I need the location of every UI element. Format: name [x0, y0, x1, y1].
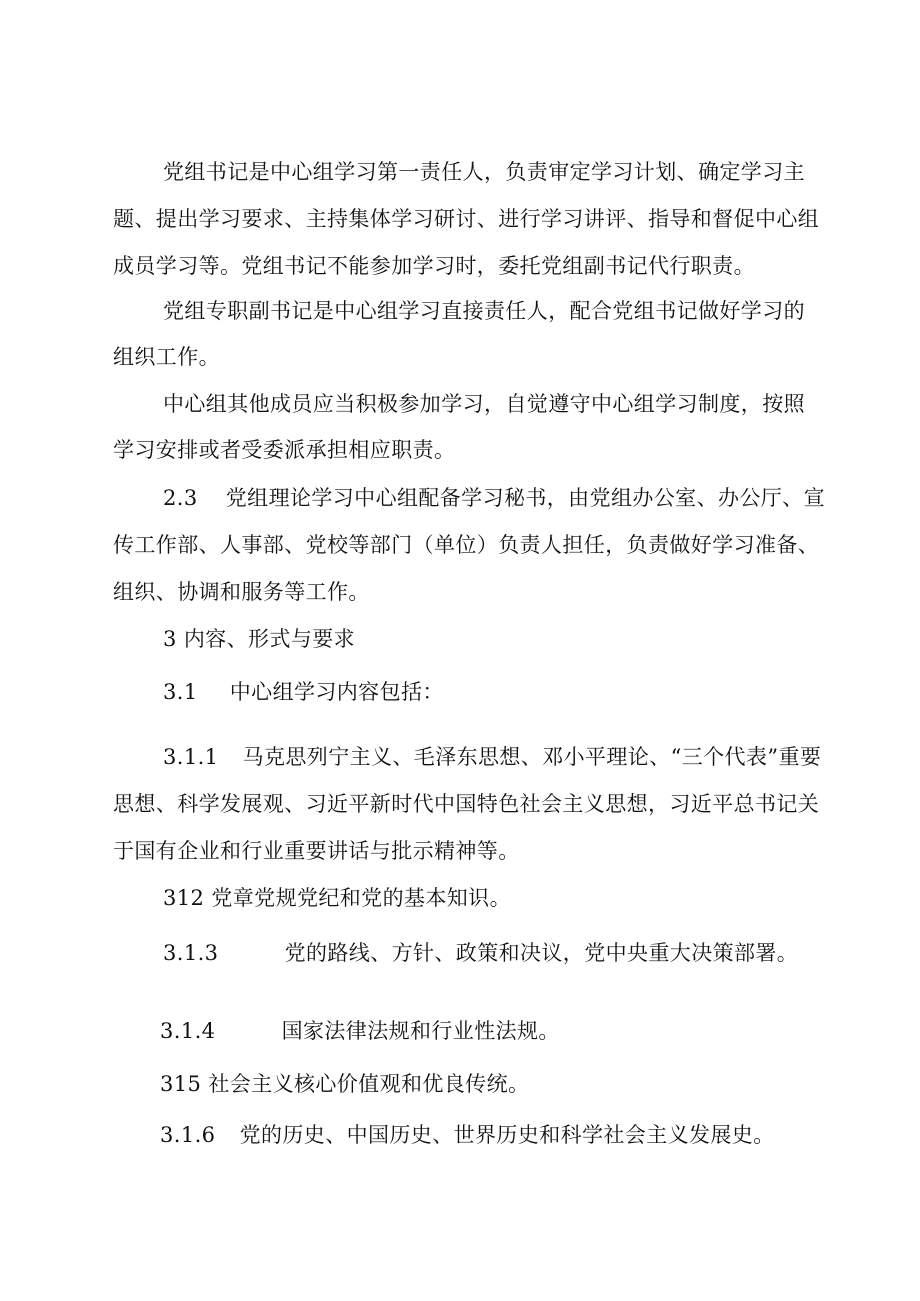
paragraph-1-line-3: 成员学习等。党组书记不能参加学习时，委托党组副书记代行职责。: [113, 254, 755, 278]
paragraph-3-line-2: 学习安排或者受委派承担相应职责。: [113, 438, 456, 462]
heading-3-1: [163, 677, 444, 707]
item-text: 党的历史、中国历史、世界历史和科学社会主义发展史。: [239, 1123, 775, 1147]
item-number: 3.1.1: [163, 745, 219, 769]
item-3-1-1-line-2: 思想、科学发展观、习近平新时代中国特色社会主义思想，习近平总书记关: [113, 792, 820, 816]
paragraph-1-line-1: 党组书记是中心组学习第一责任人，负责审定学习计划、确定学习主: [163, 160, 805, 184]
paragraph-2-line-1: 党组专职副书记是中心组学习直接责任人，配合党组书记做好学习的: [163, 299, 805, 323]
item-3-1-1-line-3: 于国有企业和行业重要讲话与批示精神等。: [113, 839, 520, 863]
section-2-3-line-3: 组织、协调和服务等工作。: [113, 580, 370, 604]
item-text: 社会主义核心价值观和优良传统。: [208, 1072, 530, 1096]
item-3-1-4: [160, 1016, 560, 1046]
item-number: 315: [160, 1072, 202, 1096]
item-number: 312: [163, 886, 205, 910]
paragraph-1-line-2: 题、提出学习要求、主持集体学习研讨、进行学习讲评、指导和督促中心组: [113, 207, 820, 231]
heading-number: 3: [163, 627, 177, 651]
heading-text: 中心组学习内容包括：: [229, 680, 444, 704]
heading-text: 内容、形式与要求: [183, 627, 356, 651]
item-number: 3.1.4: [160, 1019, 216, 1043]
item-3-1-3: [163, 938, 798, 968]
section-2-3-line-2: 传工作部、人事部、党校等部门（单位）负责人担任，负责做好学习准备、: [113, 533, 820, 557]
item-3-1-5: [160, 1069, 529, 1099]
paragraph-3-line-1: 中心组其他成员应当积极参加学习，自觉遵守中心组学习制度，按照: [163, 392, 805, 416]
item-number: 3.1.3: [163, 941, 219, 965]
heading-number: 3.1: [163, 680, 198, 704]
item-text: 国家法律法规和行业性法规。: [281, 1019, 560, 1043]
item-3-1-6: [160, 1120, 775, 1150]
item-number: 3.1.6: [160, 1123, 216, 1147]
item-3-1-2: [163, 883, 511, 913]
paragraph-2-line-2: 组织工作。: [113, 345, 220, 369]
item-text: 党的路线、方针、政策和决议，党中央重大决策部署。: [284, 941, 799, 965]
section-text: 党组理论学习中心组配备学习秘书，由党组办公室、办公厅、宣: [225, 486, 825, 510]
item-3-1-1-line-1: [163, 742, 821, 772]
item-text: 党章党规党纪和党的基本知识。: [211, 886, 511, 910]
section-number: 2.3: [163, 486, 198, 510]
heading-3: [163, 624, 355, 654]
item-text: 马克思列宁主义、毛泽东思想、邓小平理论、“三个代表”重要: [242, 745, 822, 769]
section-2-3-line-1: [163, 483, 825, 513]
